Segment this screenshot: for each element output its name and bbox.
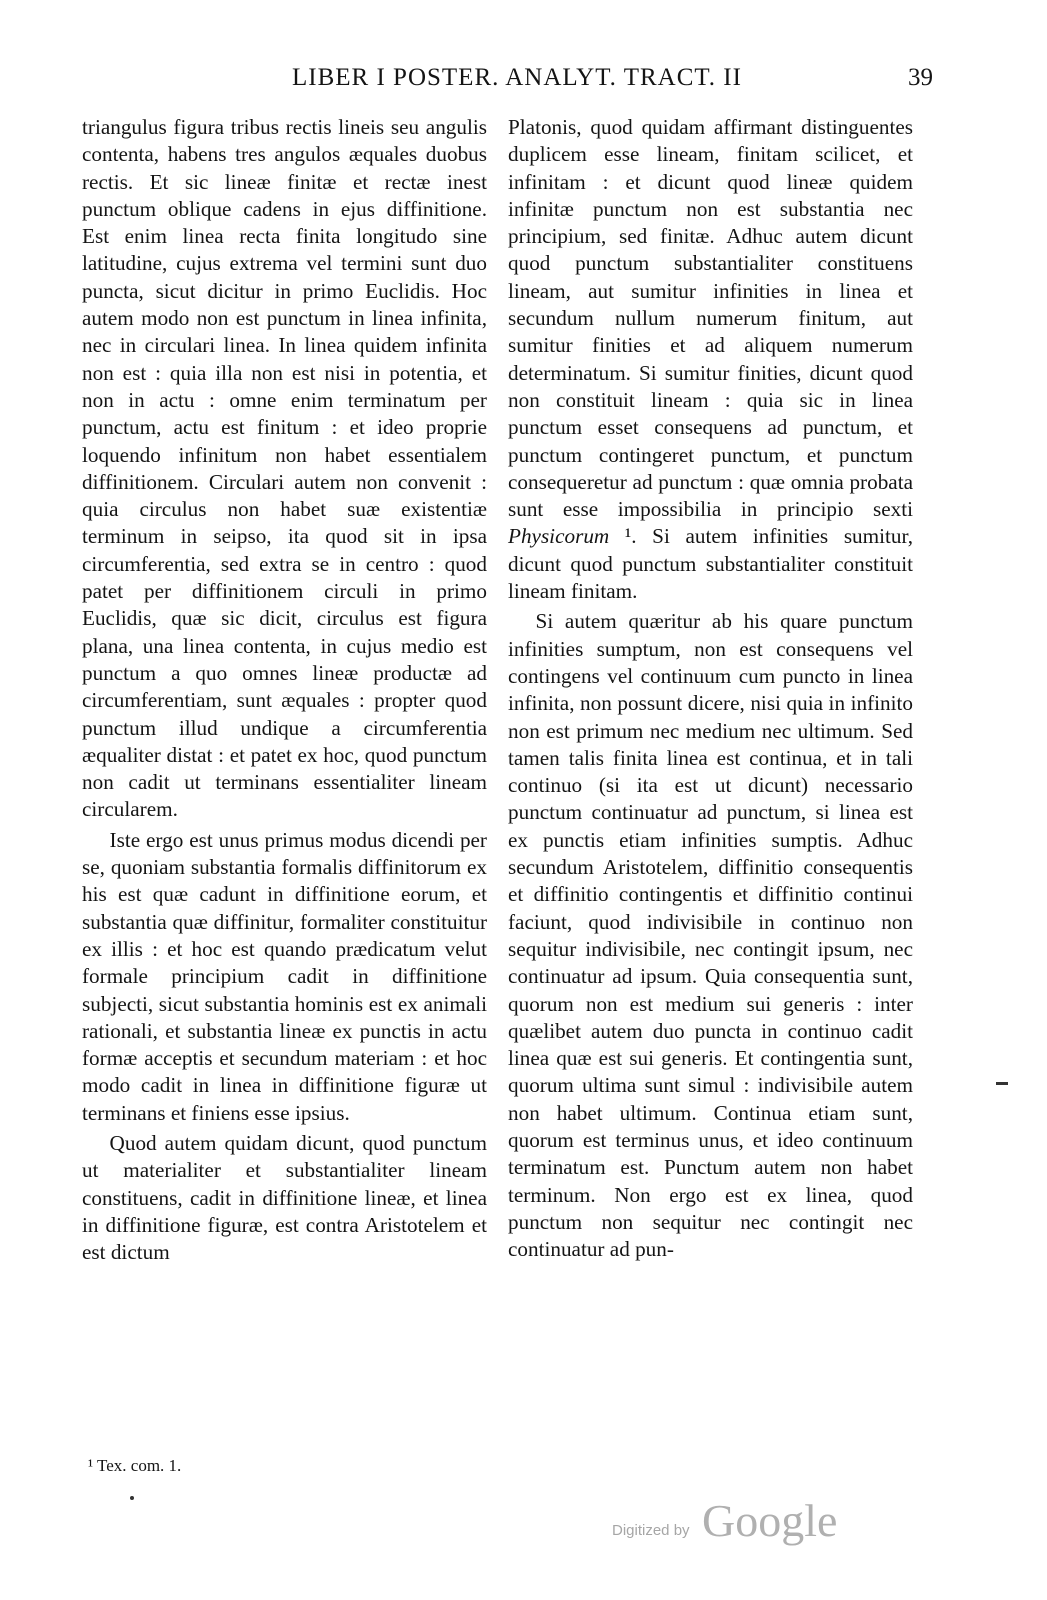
- paragraph: [508, 114, 913, 605]
- page-header: [0, 62, 1047, 102]
- paragraph: Iste ergo est unus primus modus dicendi per se, quoniam substantia formalis diffinitorum ex his est quæ cadunt in diffinitione eorum, et substantia quæ diffinitur, formaliter constituitur ex illis : et hoc est quando prædicatum velut formale principium cadit in diffinitione subjecti, sicut substantia hominis est ex animali rationali, et substantia lineæ ex punctis in actu formæ acceptis et secundum materiam : et hoc modo cadit in linea in diffinitione figuræ ut terminans et finiens esse ipsius.: [82, 827, 487, 1125]
- watermark-logo-text: Google: [702, 1495, 838, 1546]
- paragraph-text: Platonis, quod quidam affirmant distinguentes duplicem esse lineam, finitam scilicet, et infinitam : et dicunt quod lineæ quidem infinitæ punctum non est substantia nec principium, sed finitæ. Adhuc autem dicunt quod punctum substantialiter constituens lineam, aut sumitur infinities in linea et secundum nullum numerum finitum, aut sumitur finities et ad aliquem numerum determinatum. Si sumitur finities, dicunt quod non constituit lineam : quia sic in linea punctum esset consequens ad punctum, et punctum contingeret punctum, et punctum consequeretur ad punctum : quæ omnia probata sunt esse impossibilia in principio sexti: [508, 115, 913, 522]
- paragraph: Si autem quæritur ab his quare punctum infinities sumptum, non est consequens vel contingens vel continuum cum puncto in linea infinita, non possunt dicere, nisi quia in infinito non est primum nec medium nec ultimum. Sed tamen talis finita linea est continua, et in tali continuo (si ita est ut dicunt) necessario punctum continuatur ad punctum, si linea est ex punctis etiam infinities sumptis. Adhuc secundum Aristotelem, diffinitio consequentis et diffinitio contingentis et diffinitio continui faciunt, quod indivisibile in continuo non sequitur indivisibile, nec contingit ipsum, nec continuatur ad ipsum. Quia consequentia sunt, quorum non est medium sui generis : inter quælibet autem duo puncta in continuo cadit linea quæ est sui generis. Et contingentia sunt, quorum ultima sunt simul : indivisibile autem non habet ultimum. Continua etiam sunt, quorum est terminus unus, et ideo continuum terminatum est. Punctum autem non habet terminum. Non ergo est ex linea, quod punctum non sequitur nec contingit nec continuatur ad pun-: [508, 609, 913, 1262]
- paragraph: triangulus figura tribus rectis lineis seu angulis contenta, habens tres angulos æquales duobus rectis. Et sic lineæ finitæ et rectæ inest punctum oblique cadens in ejus diffinitione. Est enim linea recta finita longitudo sine latitudine, cujus extrema vel termini sunt duo puncta, sicut dicitur in primo Euclidis. Hoc autem modo non est punctum in linea infinita, nec in circulari linea. In linea quidem infinita non est : quia illa non est nisi in potentia, et non in actu : omne enim terminatum per punctum, actu est finitum : et ideo proprie loquendo infinitum non habet essentialem diffinitionem. Circulari autem non convenit : quia circulus non habet suæ existentiæ terminum in seipso, ita quod sit in ipsa circumferentia, sed extra se in centro : quod patet per diffinitionem circuli in primo Euclidis, quæ sic dicit, circulus est figura plana, una linea contenta, in cujus medio est punctum a quo omnes lineæ productæ ad circumferentiam, sunt æquales : propter quod punctum illud undique a circumferentia æqualiter distat : et patet ex hoc, quod punctum non cadit ut terminans essentialiter lineam circularem.: [82, 115, 487, 822]
- watermark-small-text: Digitized by: [612, 1522, 690, 1539]
- right-column: [508, 114, 913, 1263]
- footnote-marker: ¹.: [624, 524, 637, 549]
- running-title: LIBER I POSTER. ANALYT. TRACT. II: [292, 64, 742, 91]
- ink-dot: [130, 1496, 134, 1500]
- italic-title: Physicorum: [508, 524, 610, 549]
- left-column: [82, 114, 487, 1266]
- page-number: 39: [908, 64, 933, 91]
- paragraph: Quod autem quidam dicunt, quod punctum ut materialiter et substantialiter lineam constituens, cadit in diffinitione lineæ, et linea in diffinitione figuræ, est contra Aristotelem et est dictum: [82, 1130, 487, 1265]
- footnote: ¹ Tex. com. 1.: [88, 1456, 182, 1475]
- paragraph-continuation: Si autem infinities sumitur, dicunt quod punctum substantialiter constituit lineam finitam.: [508, 524, 914, 604]
- margin-mark: [996, 1082, 1008, 1085]
